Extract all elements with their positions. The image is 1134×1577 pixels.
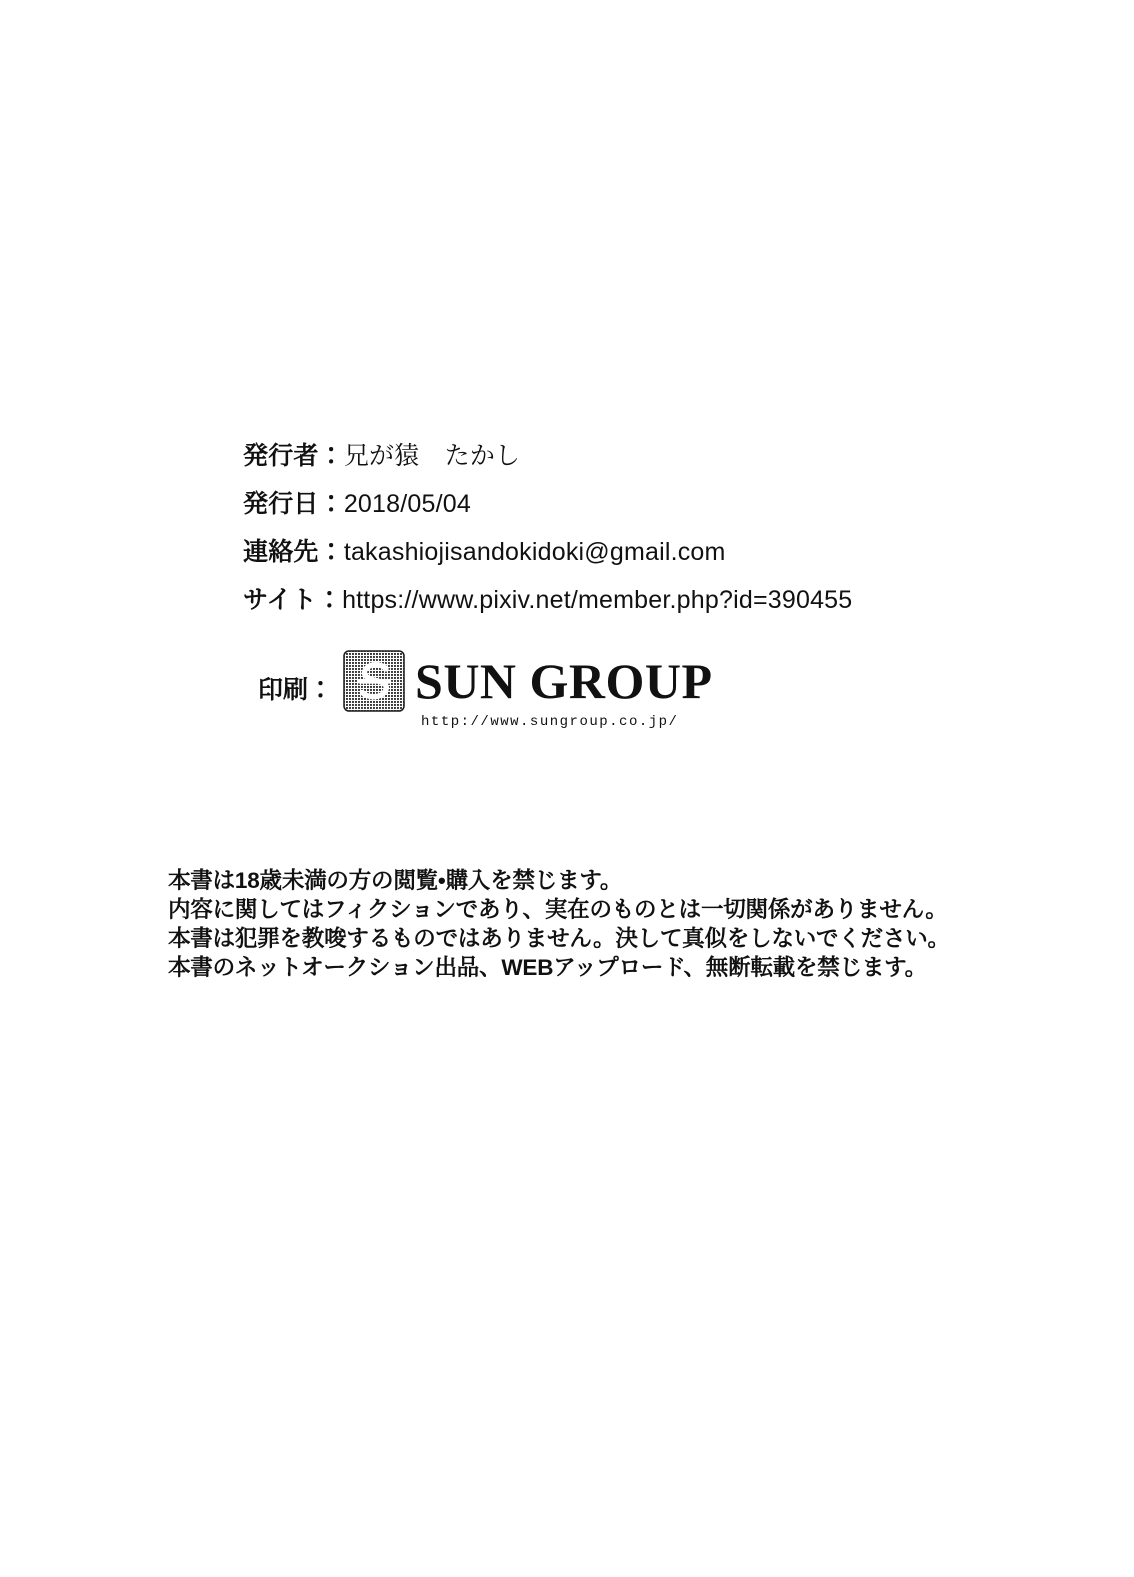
sun-group-logo-main [343, 650, 713, 712]
printer-label: 印刷： [258, 675, 334, 704]
disclaimer-line-1: 本書は18歳未満の方の閲覧•購入を禁じます。 [168, 868, 623, 893]
sun-group-logo-url[interactable]: http://www.sungroup.co.jp/ [421, 714, 679, 730]
colophon-value-contact-email[interactable]: takashiojisandokidoki@gmail.com [343, 538, 726, 566]
colophon-line-contact [243, 528, 943, 576]
colophon-value-publisher: 兄が猿 たかし [343, 442, 521, 470]
disclaimer-line-3: 本書は犯罪を教唆するものではありません。決して真似をしないでください。 [168, 926, 950, 951]
colophon-label-publisher: 発行者： [243, 442, 344, 470]
printer-credit-row [258, 650, 713, 730]
colophon-line-date [243, 480, 943, 528]
colophon-value-site-url[interactable]: https://www.pixiv.net/member.php?id=390455 [342, 586, 853, 614]
sun-group-logo-text: SUN GROUP [415, 653, 713, 709]
disclaimer-block [168, 866, 1028, 982]
sun-group-emblem-icon [343, 650, 405, 712]
colophon-label-site: サイト： [243, 586, 343, 614]
colophon-line-site [243, 576, 943, 624]
disclaimer-line-2: 内容に関してはフィクションであり、実在のものとは一切関係がありません。 [168, 897, 948, 922]
sun-group-logo [343, 650, 713, 730]
disclaimer-line-4: 本書のネットオークション出品、WEBアップロード、無断転載を禁じます。 [168, 955, 927, 980]
colophon-line-publisher [243, 432, 943, 480]
colophon-label-contact: 連絡先： [243, 538, 344, 566]
colophon-label-date: 発行日： [243, 490, 344, 518]
colophon-value-date: 2018/05/04 [343, 490, 471, 518]
colophon-block [243, 432, 943, 624]
